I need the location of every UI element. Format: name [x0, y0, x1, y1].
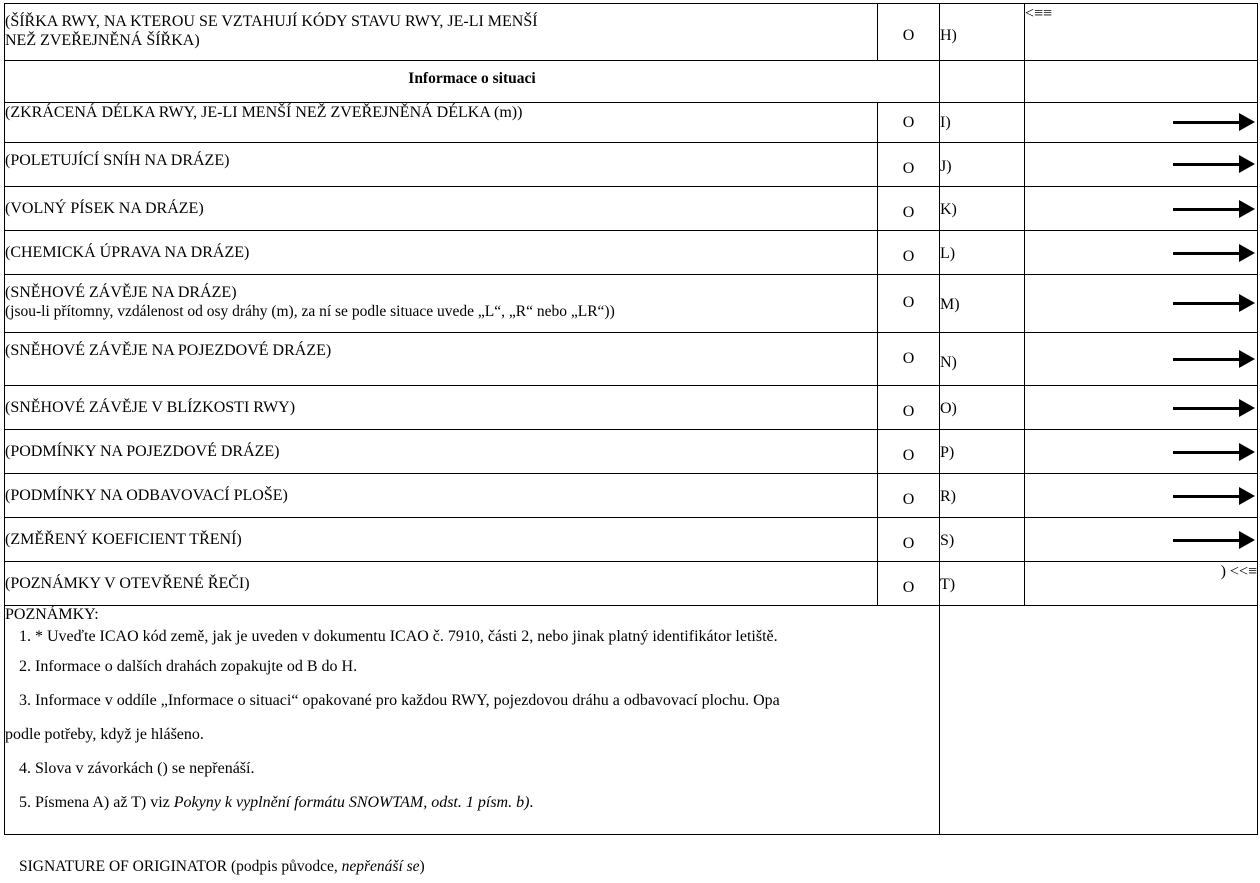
note-3: 3. Informace v oddíle „Informace o situaci“ opakované pro každou RWY, pojezdovou dráhu a odbavovací plochu. Opa: [19, 692, 780, 709]
arrow-right-icon: [1173, 443, 1255, 461]
row-label: [5, 4, 878, 61]
arrow-cell: [1025, 231, 1258, 275]
note-5-end: .: [529, 794, 534, 811]
row-label: (CHEMICKÁ ÚPRAVA NA DRÁZE): [5, 231, 878, 275]
signature-end: ): [419, 858, 425, 875]
table-row: [5, 231, 1258, 275]
table-row: [5, 430, 1258, 474]
field-code: L): [940, 231, 1025, 275]
note-4: 4. Slova v závorkách () se nepřenáší.: [19, 760, 255, 777]
table-row-t: [5, 562, 1258, 606]
return-mark: <≡≡: [1025, 4, 1258, 61]
table-row: [5, 386, 1258, 430]
table-row: [5, 103, 1258, 143]
row-label-line2: NEŽ ZVEŘEJNĚNÁ ŠÍŘKA): [5, 32, 200, 49]
notes-heading: POZNÁMKY:: [5, 606, 99, 623]
row-label-line1: (ŠÍŘKA RWY, NA KTEROU SE VZTAHUJÍ KÓDY STAVU RWY, JE-LI MENŠÍ: [5, 13, 538, 30]
arrow-right-icon: [1173, 350, 1255, 368]
row-label: (ZKRÁCENÁ DÉLKA RWY, JE-LI MENŠÍ NEŽ ZVEŘEJNĚNÁ DÉLKA (m)): [5, 103, 878, 143]
optional-mark: O: [878, 4, 940, 61]
field-code: K): [940, 187, 1025, 231]
optional-mark: O: [878, 143, 940, 187]
arrow-right-icon: [1173, 487, 1255, 505]
note-3-continued: podle potřeby, když je hlášeno.: [5, 726, 204, 743]
arrow-cell: [1025, 430, 1258, 474]
section-title: Informace o situaci: [5, 61, 940, 103]
field-code: I): [940, 103, 1025, 143]
field-code: J): [940, 143, 1025, 187]
row-label: (POZNÁMKY V OTEVŘENÉ ŘEČI): [5, 562, 878, 606]
field-code: T): [940, 562, 1025, 606]
arrow-cell: [1025, 275, 1258, 333]
arrow-cell: [1025, 333, 1258, 386]
field-code: O): [940, 386, 1025, 430]
row-label: [5, 275, 878, 333]
table-row: [5, 474, 1258, 518]
optional-mark: O: [878, 275, 940, 333]
signature-label: SIGNATURE OF ORIGINATOR (podpis původce,: [19, 858, 342, 875]
section-row: [5, 61, 1258, 103]
notes-row: [5, 606, 1258, 835]
row-label-line1: (SNĚHOVÉ ZÁVĚJE NA DRÁZE): [5, 284, 237, 301]
note-5-reference: Pokyny k vyplnění formátu SNOWTAM, odst. 1 písm. b): [173, 794, 530, 811]
row-label: (PODMÍNKY NA ODBAVOVACÍ PLOŠE): [5, 474, 878, 518]
row-label: (VOLNÝ PÍSEK NA DRÁZE): [5, 187, 878, 231]
note-1: 1. * Uveďte ICAO kód země, jak je uveden v dokumentu ICAO č. 7910, části 2, nebo jinak platný identifikátor letiště.: [19, 628, 778, 645]
table-row: [5, 333, 1258, 386]
row-label: (SNĚHOVÉ ZÁVĚJE V BLÍZKOSTI RWY): [5, 386, 878, 430]
optional-mark: O: [878, 562, 940, 606]
notes-block: [5, 606, 940, 835]
field-code: P): [940, 430, 1025, 474]
empty-cell: [940, 61, 1025, 103]
field-code: M): [940, 275, 1025, 333]
table-row: [5, 518, 1258, 562]
optional-mark: O: [878, 386, 940, 430]
arrow-right-icon: [1173, 113, 1255, 131]
optional-mark: O: [878, 474, 940, 518]
empty-cell: [1025, 61, 1258, 103]
table-row: [5, 187, 1258, 231]
arrow-cell: [1025, 143, 1258, 187]
optional-mark: O: [878, 103, 940, 143]
row-label: (SNĚHOVÉ ZÁVĚJE NA POJEZDOVÉ DRÁZE): [5, 333, 878, 386]
table-row: [5, 143, 1258, 187]
field-code: N): [940, 333, 1025, 386]
optional-mark: O: [878, 187, 940, 231]
field-code: R): [940, 474, 1025, 518]
arrow-right-icon: [1173, 531, 1255, 549]
field-code: H): [940, 4, 1025, 61]
table-row: [5, 275, 1258, 333]
row-label: (POLETUJÍCÍ SNÍH NA DRÁZE): [5, 143, 878, 187]
optional-mark: O: [878, 430, 940, 474]
signature-note: nepřenáší se: [341, 858, 420, 875]
row-label: (ZMĚŘENÝ KOEFICIENT TŘENÍ): [5, 518, 878, 562]
notes-side-cell: [940, 606, 1258, 835]
form-table: [4, 3, 1258, 835]
arrow-cell: [1025, 187, 1258, 231]
field-code: S): [940, 518, 1025, 562]
optional-mark: O: [878, 333, 940, 386]
arrow-cell: [1025, 386, 1258, 430]
arrow-cell: [1025, 474, 1258, 518]
arrow-right-icon: [1173, 399, 1255, 417]
end-mark: ) <<≡: [1025, 562, 1258, 606]
arrow-cell: [1025, 518, 1258, 562]
arrow-right-icon: [1173, 200, 1255, 218]
note-2: 2. Informace o dalších drahách zopakujte od B do H.: [19, 658, 358, 675]
arrow-cell: [1025, 103, 1258, 143]
table-row-h: [5, 4, 1258, 61]
arrow-right-icon: [1173, 294, 1255, 312]
arrow-right-icon: [1173, 155, 1255, 173]
snowtam-form: [4, 3, 1257, 835]
note-5: [5, 786, 939, 820]
arrow-right-icon: [1173, 244, 1255, 262]
row-sublabel: (jsou-li přítomny, vzdálenost od osy dráhy (m), za ní se podle situace uvede „L“, „R“ nebo „LR“)): [5, 303, 615, 320]
optional-mark: O: [878, 231, 940, 275]
note-5-text: 5. Písmena A) až T) viz: [19, 794, 174, 811]
optional-mark: O: [878, 518, 940, 562]
signature-line: [19, 858, 425, 876]
row-label: (PODMÍNKY NA POJEZDOVÉ DRÁZE): [5, 430, 878, 474]
